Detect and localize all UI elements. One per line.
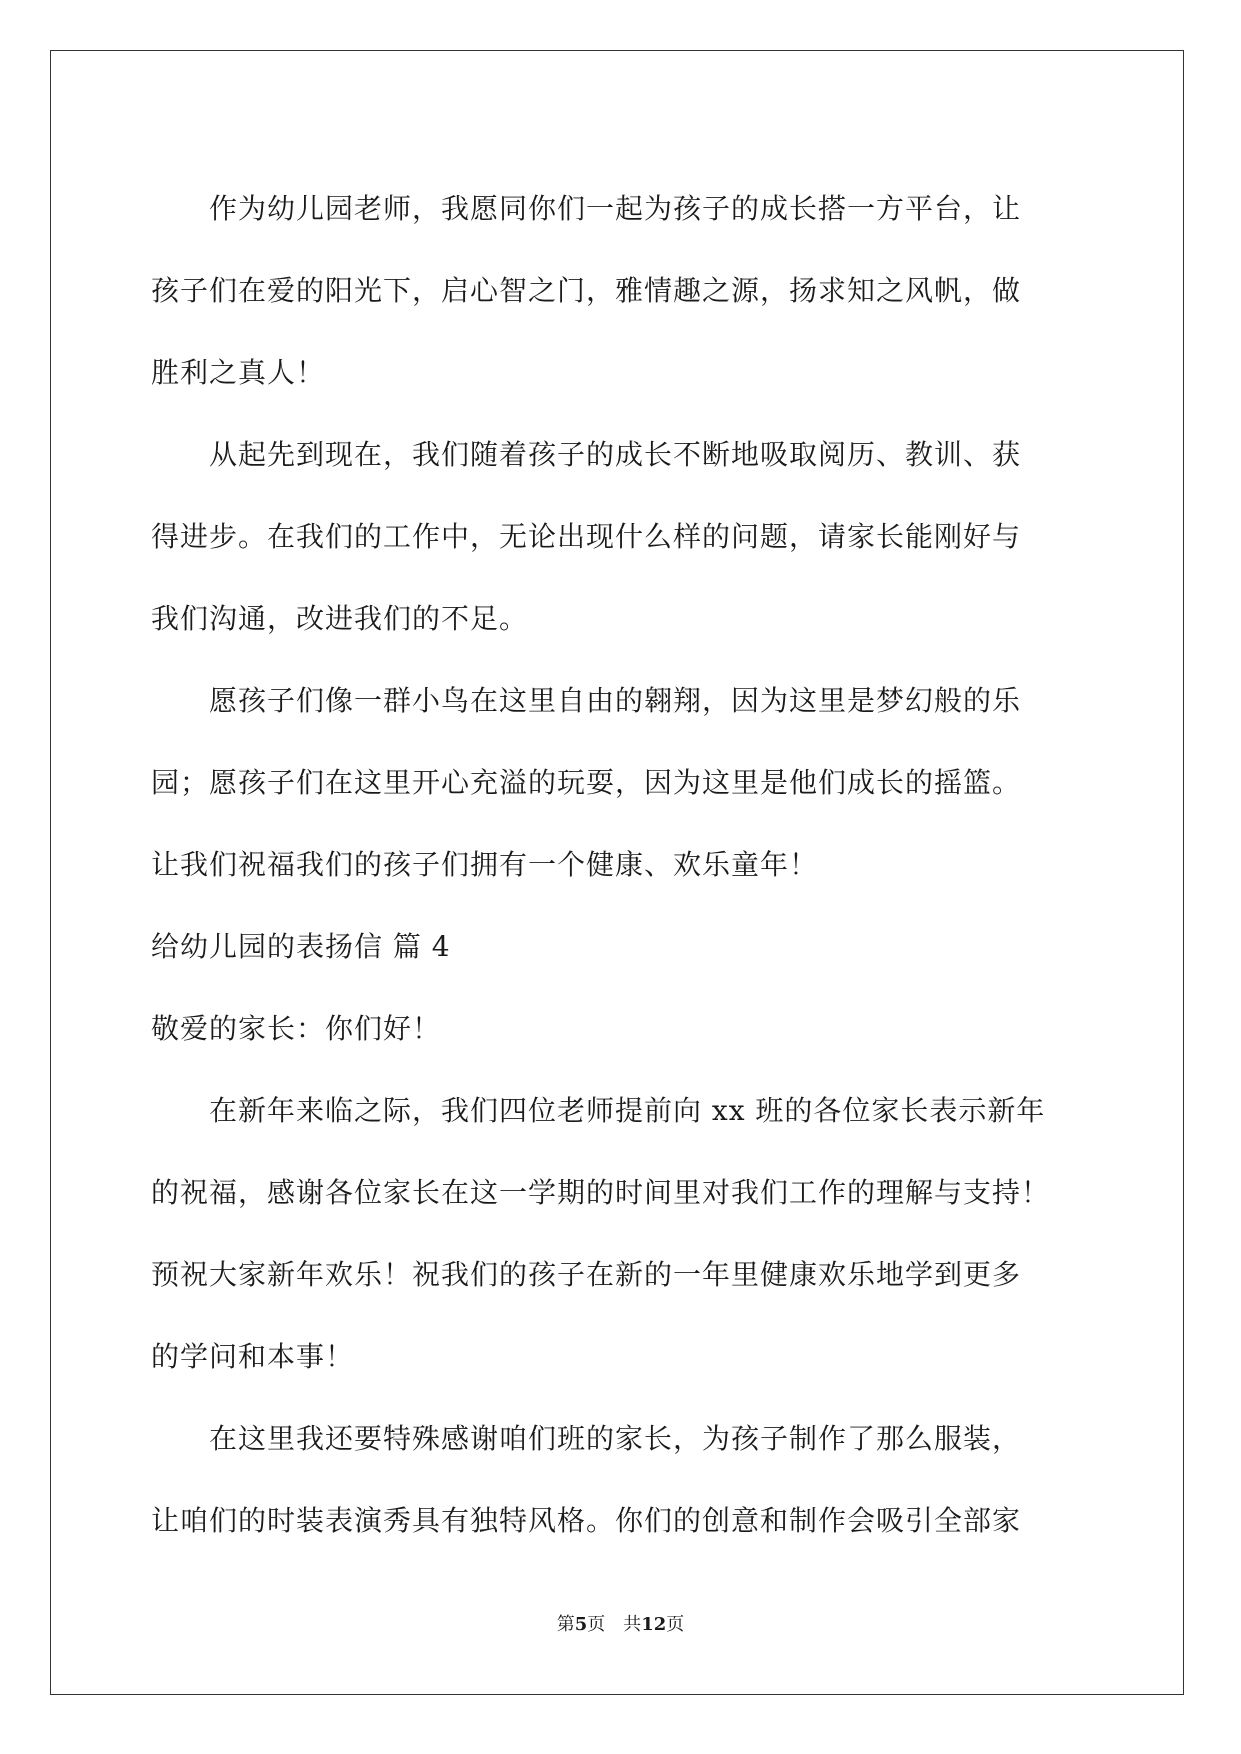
text-line: 得进步。在我们的工作中，无论出现什么样的问题，请家长能刚好与 (151, 520, 1022, 553)
text-line: 园；愿孩子们在这里开心充溢的玩耍，因为这里是他们成长的摇篮。 (151, 766, 1022, 799)
text-line: 在这里我还要特殊感谢咱们班的家长，为孩子制作了那么服装， (151, 1422, 1022, 1455)
footer-total-prefix: 共 (623, 1614, 642, 1635)
text-line: 孩子们在爱的阳光下，启心智之门，雅情趣之源，扬求知之风帆，做 (151, 274, 1022, 307)
footer-total-suffix: 页 (666, 1614, 685, 1635)
text-line: 让咱们的时装表演秀具有独特风格。你们的创意和制作会吸引全部家 (151, 1504, 1022, 1537)
text-line: 的祝福，感谢各位家长在这一学期的时间里对我们工作的理解与支持！ (151, 1176, 1051, 1209)
text-line: 从起先到现在，我们随着孩子的成长不断地吸取阅历、教训、获 (151, 438, 1022, 471)
text-line: 预祝大家新年欢乐！祝我们的孩子在新的一年里健康欢乐地学到更多 (151, 1258, 1022, 1291)
text-line: 作为幼儿园老师，我愿同你们一起为孩子的成长搭一方平台，让 (151, 192, 1022, 225)
footer-page-suffix: 页 (587, 1614, 606, 1635)
document-body (151, 168, 1091, 1562)
text-line: 让我们祝福我们的孩子们拥有一个健康、欢乐童年！ (151, 848, 819, 881)
page-footer (0, 1610, 1241, 1636)
footer-prefix: 第 (556, 1614, 575, 1635)
text-line: 胜利之真人！ (151, 356, 326, 389)
salutation: 敬爱的家长：你们好！ (151, 1012, 442, 1045)
page-number: 5 (574, 1614, 588, 1635)
section-heading: 给幼儿园的表扬信 篇 4 (151, 930, 451, 963)
text-line: 我们沟通，改进我们的不足。 (151, 602, 529, 635)
text-line: 的学问和本事！ (151, 1340, 355, 1373)
text-line: 愿孩子们像一群小鸟在这里自由的翱翔，因为这里是梦幻般的乐 (151, 684, 1022, 717)
text-line: 在新年来临之际，我们四位老师提前向 xx 班的各位家长表示新年 (151, 1094, 1046, 1127)
total-pages: 12 (641, 1614, 667, 1635)
